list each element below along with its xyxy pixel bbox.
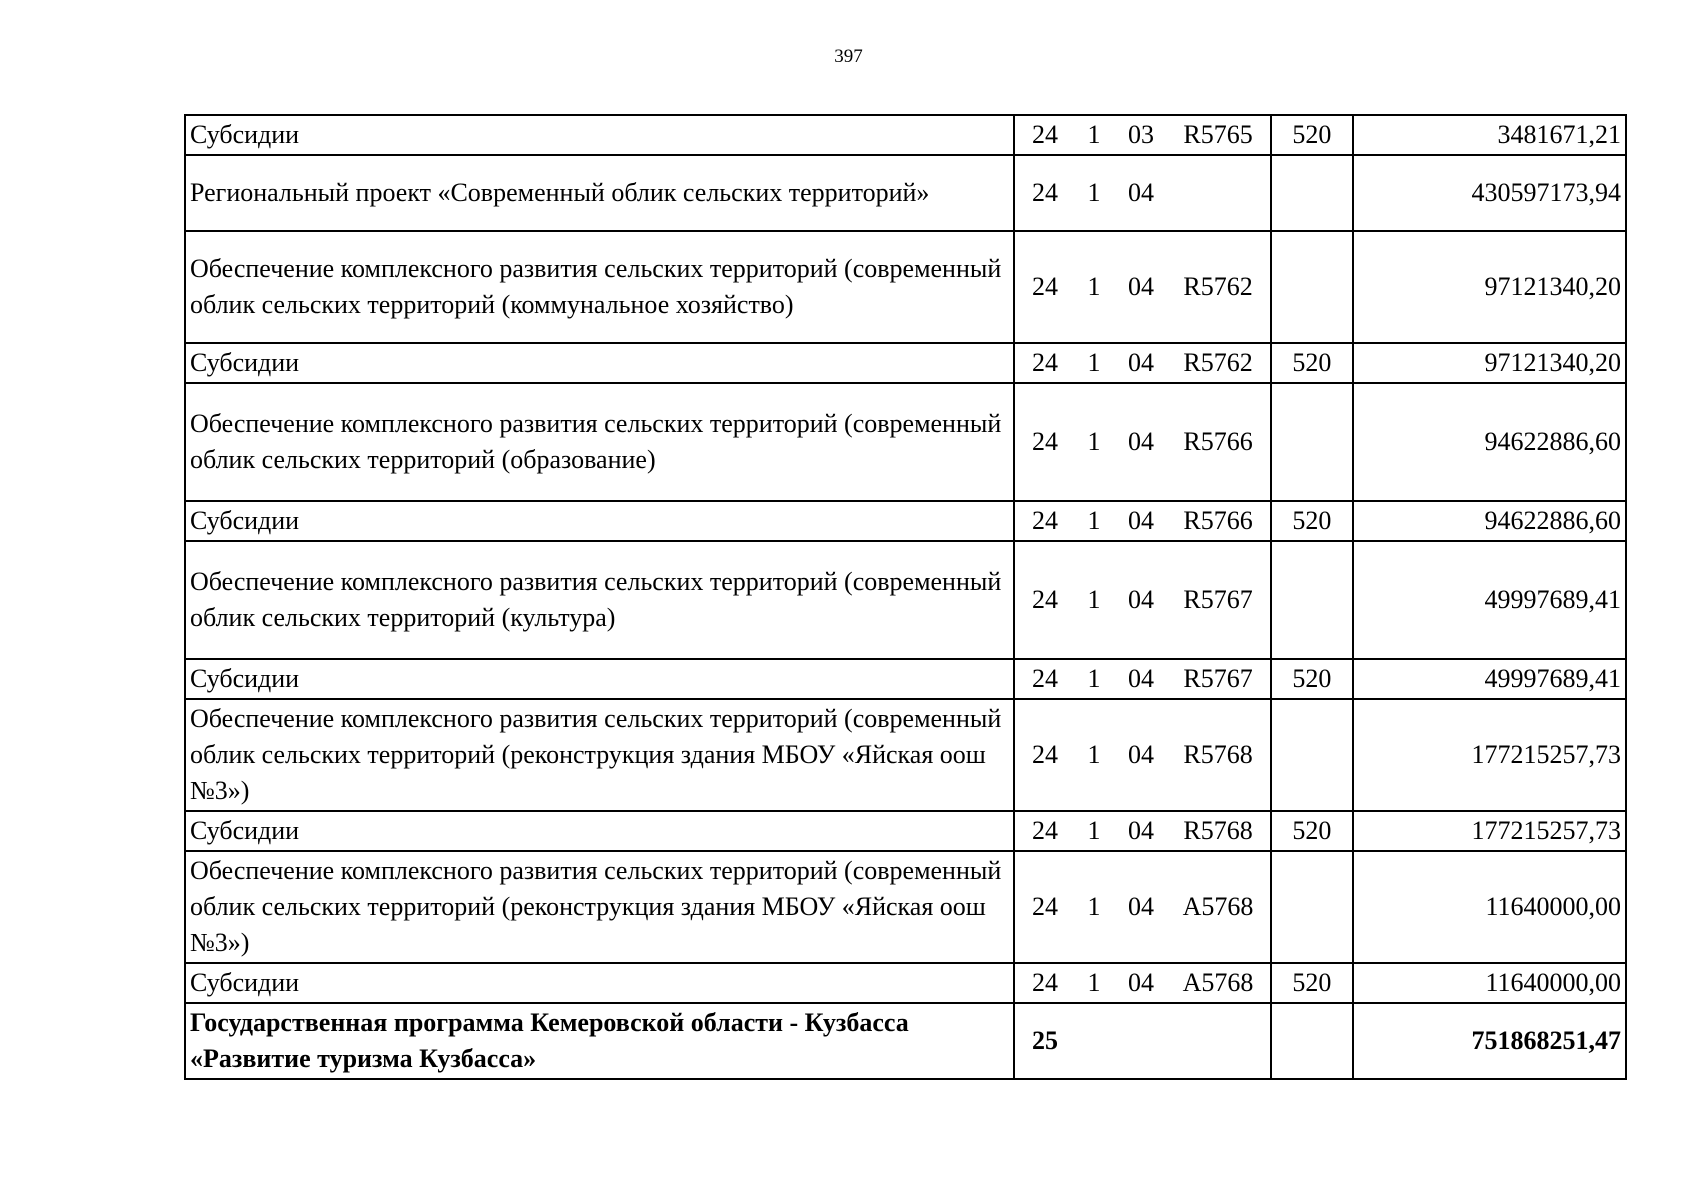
row-sum-cell: 11640000,00 bbox=[1353, 851, 1626, 963]
code-part-3: 04 bbox=[1128, 506, 1155, 535]
row-code-cell bbox=[1014, 811, 1270, 851]
code-part-2: 1 bbox=[1087, 272, 1101, 301]
code-part-3: 04 bbox=[1128, 664, 1155, 693]
row-name-cell: Субсидии bbox=[185, 811, 1014, 851]
row-name-cell: Обеспечение комплексного развития сельских территорий (современный облик сельских территорий (культура) bbox=[185, 541, 1014, 659]
code-part-3: 04 bbox=[1128, 178, 1155, 207]
table-row bbox=[185, 699, 1626, 811]
code-part-4: R5765 bbox=[1183, 120, 1253, 149]
code-part-2: 1 bbox=[1087, 348, 1101, 377]
code-part-4: A5768 bbox=[1182, 968, 1254, 997]
row-code-cell bbox=[1014, 1003, 1270, 1079]
row-name-cell: Обеспечение комплексного развития сельских территорий (современный облик сельских территорий (образование) bbox=[185, 383, 1014, 501]
code-part-4: R5767 bbox=[1183, 585, 1253, 614]
row-expense-type-cell: 520 bbox=[1271, 343, 1354, 383]
code-part-1: 25 bbox=[1032, 1026, 1059, 1055]
row-sum-cell: 94622886,60 bbox=[1353, 501, 1626, 541]
code-part-2: 1 bbox=[1087, 585, 1101, 614]
row-name-cell: Государственная программа Кемеровской области - Кузбасса «Развитие туризма Кузбасса» bbox=[185, 1003, 1014, 1079]
row-sum-cell: 49997689,41 bbox=[1353, 659, 1626, 699]
table-row bbox=[185, 343, 1626, 383]
code-parts bbox=[1015, 965, 1269, 1001]
row-expense-type-cell: 520 bbox=[1271, 659, 1354, 699]
code-part-3: 04 bbox=[1128, 427, 1155, 456]
code-parts bbox=[1015, 889, 1269, 925]
code-part-1: 24 bbox=[1032, 120, 1059, 149]
code-parts bbox=[1015, 737, 1269, 773]
code-part-2: 1 bbox=[1087, 506, 1101, 535]
table-row bbox=[185, 115, 1626, 155]
row-expense-type-cell: 520 bbox=[1271, 115, 1354, 155]
row-name-cell: Обеспечение комплексного развития сельских территорий (современный облик сельских территорий (реконструкция здания МБОУ «Яйская оош №3») bbox=[185, 699, 1014, 811]
code-parts bbox=[1015, 175, 1269, 211]
table-row bbox=[185, 811, 1626, 851]
row-sum-cell: 430597173,94 bbox=[1353, 155, 1626, 231]
code-part-3: 04 bbox=[1128, 272, 1155, 301]
row-expense-type-cell bbox=[1271, 155, 1354, 231]
row-expense-type-cell bbox=[1271, 383, 1354, 501]
code-part-2: 1 bbox=[1087, 178, 1101, 207]
code-part-2: 1 bbox=[1087, 740, 1101, 769]
code-part-3: 04 bbox=[1128, 968, 1155, 997]
code-part-2: 1 bbox=[1087, 892, 1101, 921]
budget-table-body bbox=[185, 115, 1626, 1079]
code-part-4: R5766 bbox=[1183, 506, 1253, 535]
code-part-1: 24 bbox=[1032, 427, 1059, 456]
code-part-3: 03 bbox=[1128, 120, 1155, 149]
row-code-cell bbox=[1014, 343, 1270, 383]
code-part-1: 24 bbox=[1032, 272, 1059, 301]
code-parts bbox=[1015, 1023, 1269, 1059]
code-part-2: 1 bbox=[1087, 968, 1101, 997]
code-parts bbox=[1015, 269, 1269, 305]
code-part-4: R5766 bbox=[1183, 427, 1253, 456]
code-parts bbox=[1015, 503, 1269, 539]
row-code-cell bbox=[1014, 541, 1270, 659]
row-expense-type-cell: 520 bbox=[1271, 501, 1354, 541]
row-name-cell: Субсидии bbox=[185, 115, 1014, 155]
row-name-cell: Региональный проект «Современный облик сельских территорий» bbox=[185, 155, 1014, 231]
budget-table bbox=[184, 114, 1627, 1080]
code-part-1: 24 bbox=[1032, 348, 1059, 377]
table-row bbox=[185, 231, 1626, 343]
row-code-cell bbox=[1014, 501, 1270, 541]
code-part-1: 24 bbox=[1032, 816, 1059, 845]
row-code-cell bbox=[1014, 383, 1270, 501]
code-parts bbox=[1015, 813, 1269, 849]
code-part-1: 24 bbox=[1032, 968, 1059, 997]
row-name-cell: Обеспечение комплексного развития сельских территорий (современный облик сельских территорий (реконструкция здания МБОУ «Яйская оош №3») bbox=[185, 851, 1014, 963]
table-row bbox=[185, 501, 1626, 541]
row-code-cell bbox=[1014, 115, 1270, 155]
code-part-1: 24 bbox=[1032, 178, 1059, 207]
row-code-cell bbox=[1014, 699, 1270, 811]
code-part-2: 1 bbox=[1087, 664, 1101, 693]
row-code-cell bbox=[1014, 851, 1270, 963]
row-sum-cell: 97121340,20 bbox=[1353, 231, 1626, 343]
code-parts bbox=[1015, 582, 1269, 618]
code-part-3: 04 bbox=[1128, 892, 1155, 921]
row-expense-type-cell: 520 bbox=[1271, 811, 1354, 851]
code-part-4: R5762 bbox=[1183, 272, 1253, 301]
table-row bbox=[185, 659, 1626, 699]
code-part-1: 24 bbox=[1032, 506, 1059, 535]
code-part-4: R5768 bbox=[1183, 740, 1253, 769]
code-parts bbox=[1015, 661, 1269, 697]
page-number: 397 bbox=[834, 46, 863, 67]
row-expense-type-cell bbox=[1271, 699, 1354, 811]
row-expense-type-cell bbox=[1271, 541, 1354, 659]
row-sum-cell: 3481671,21 bbox=[1353, 115, 1626, 155]
row-sum-cell: 177215257,73 bbox=[1353, 811, 1626, 851]
row-sum-cell: 11640000,00 bbox=[1353, 963, 1626, 1003]
table-row bbox=[185, 155, 1626, 231]
row-name-cell: Обеспечение комплексного развития сельских территорий (современный облик сельских территорий (коммунальное хозяйство) bbox=[185, 231, 1014, 343]
code-parts bbox=[1015, 424, 1269, 460]
row-expense-type-cell bbox=[1271, 851, 1354, 963]
table-row bbox=[185, 541, 1626, 659]
row-name-cell: Субсидии bbox=[185, 659, 1014, 699]
table-row bbox=[185, 851, 1626, 963]
table-row bbox=[185, 383, 1626, 501]
row-name-cell: Субсидии bbox=[185, 343, 1014, 383]
row-sum-cell: 751868251,47 bbox=[1353, 1003, 1626, 1079]
code-part-3: 04 bbox=[1128, 740, 1155, 769]
code-parts bbox=[1015, 345, 1269, 381]
code-part-1: 24 bbox=[1032, 740, 1059, 769]
row-expense-type-cell bbox=[1271, 1003, 1354, 1079]
row-code-cell bbox=[1014, 963, 1270, 1003]
row-code-cell bbox=[1014, 155, 1270, 231]
row-expense-type-cell: 520 bbox=[1271, 963, 1354, 1003]
code-part-3: 04 bbox=[1128, 816, 1155, 845]
row-sum-cell: 94622886,60 bbox=[1353, 383, 1626, 501]
code-part-1: 24 bbox=[1032, 585, 1059, 614]
table-row bbox=[185, 1003, 1626, 1079]
code-part-4: R5768 bbox=[1183, 816, 1253, 845]
code-parts bbox=[1015, 117, 1269, 153]
row-sum-cell: 49997689,41 bbox=[1353, 541, 1626, 659]
row-code-cell bbox=[1014, 231, 1270, 343]
row-code-cell bbox=[1014, 659, 1270, 699]
code-part-4: A5768 bbox=[1182, 892, 1254, 921]
row-name-cell: Субсидии bbox=[185, 963, 1014, 1003]
code-part-2: 1 bbox=[1087, 427, 1101, 456]
row-name-cell: Субсидии bbox=[185, 501, 1014, 541]
table-row bbox=[185, 963, 1626, 1003]
code-part-4: R5767 bbox=[1183, 664, 1253, 693]
code-part-4: R5762 bbox=[1183, 348, 1253, 377]
code-part-3: 04 bbox=[1128, 585, 1155, 614]
code-part-2: 1 bbox=[1087, 120, 1101, 149]
code-part-3: 04 bbox=[1128, 348, 1155, 377]
row-sum-cell: 177215257,73 bbox=[1353, 699, 1626, 811]
code-part-1: 24 bbox=[1032, 892, 1059, 921]
code-part-1: 24 bbox=[1032, 664, 1059, 693]
row-sum-cell: 97121340,20 bbox=[1353, 343, 1626, 383]
code-part-2: 1 bbox=[1087, 816, 1101, 845]
row-expense-type-cell bbox=[1271, 231, 1354, 343]
